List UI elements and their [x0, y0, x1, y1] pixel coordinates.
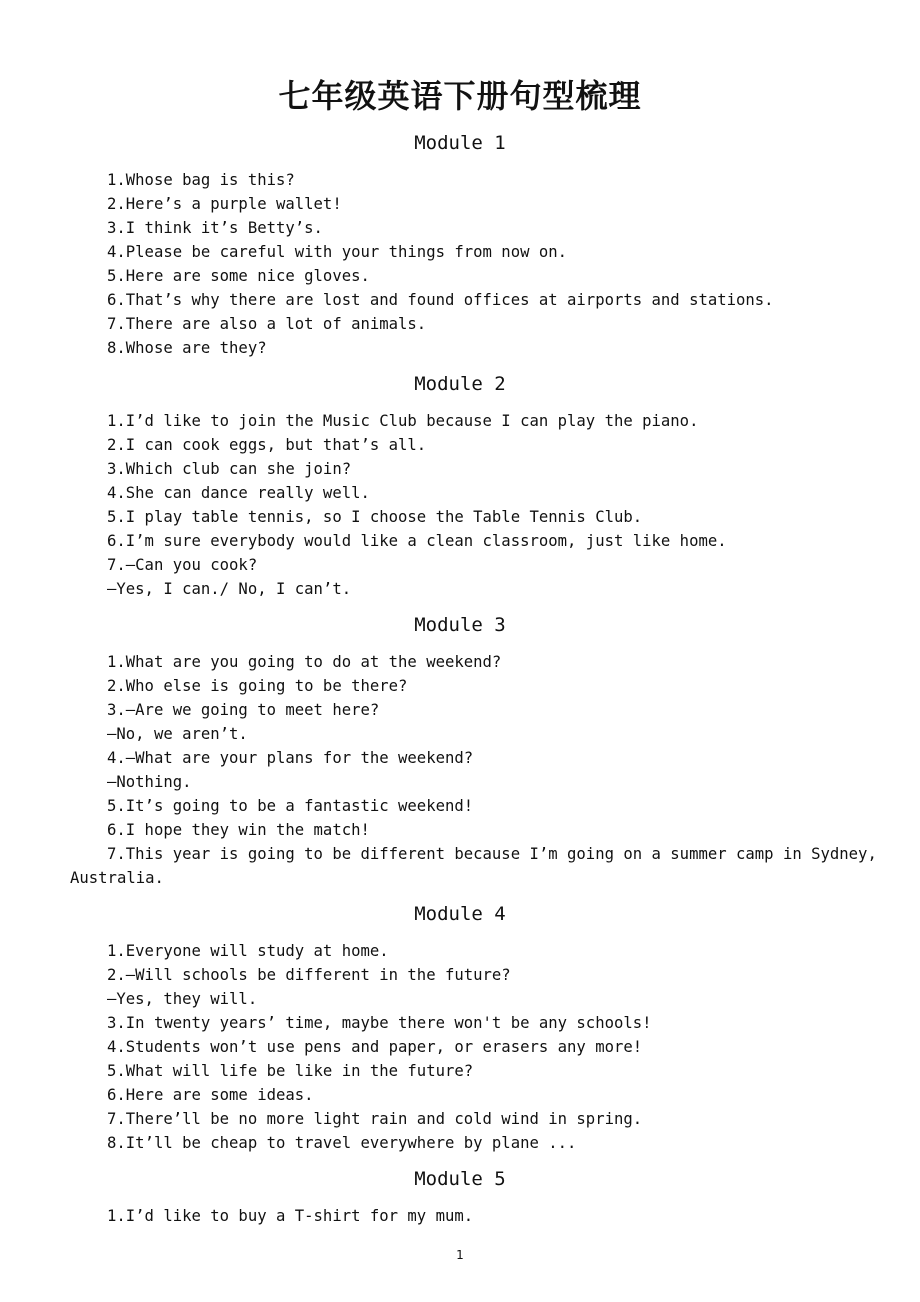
sentence-line: 5.It’s going to be a fantastic weekend!	[107, 797, 474, 815]
module-2-heading: Module 2	[414, 373, 506, 395]
sentence-line: 8.Whose are they?	[107, 339, 267, 357]
sentence-line: 1.What are you going to do at the weekend?	[107, 653, 502, 671]
sentence-line: 5.Here are some nice gloves.	[107, 267, 370, 285]
module-4-heading: Module 4	[414, 903, 506, 925]
sentence-line: 4.She can dance really well.	[107, 484, 370, 502]
sentence-line: 8.It’ll be cheap to travel everywhere by plane ...	[107, 1134, 577, 1152]
sentence-line: 1.I’d like to join the Music Club because I can play the piano.	[107, 412, 699, 430]
page-title: 七年级英语下册句型梳理	[278, 77, 642, 115]
sentence-line: 3.In twenty years’ time, maybe there won't be any schools!	[107, 1014, 652, 1032]
answer-line: —Nothing.	[107, 773, 192, 791]
sentence-line: 2.I can cook eggs, but that’s all.	[107, 436, 427, 454]
answer-line: —Yes, I can./ No, I can’t.	[107, 580, 352, 598]
sentence-line: 1.Whose bag is this?	[107, 171, 295, 189]
sentence-line: 1.Everyone will study at home.	[107, 942, 389, 960]
sentence-line: 4.Please be careful with your things from now on.	[107, 243, 568, 261]
sentence-line: 3.Which club can she join?	[107, 460, 352, 478]
sentence-line: 5.What will life be like in the future?	[107, 1062, 474, 1080]
sentence-line: 7.This year is going to be different because I’m going on a summer camp in Sydney,	[107, 845, 877, 863]
answer-line: —No, we aren’t.	[107, 725, 248, 743]
sentence-line: 2.Here’s a purple wallet!	[107, 195, 342, 213]
sentence-continuation: Australia.	[70, 869, 164, 887]
module-3-heading: Module 3	[414, 614, 506, 636]
sentence-line: 1.I’d like to buy a T-shirt for my mum.	[107, 1207, 474, 1225]
sentence-line: 7.There are also a lot of animals.	[107, 315, 427, 333]
answer-line: —Yes, they will.	[107, 990, 258, 1008]
sentence-line: 6.I hope they win the match!	[107, 821, 370, 839]
sentence-line: 7.There’ll be no more light rain and cold wind in spring.	[107, 1110, 643, 1128]
sentence-line: 5.I play table tennis, so I choose the Table Tennis Club.	[107, 508, 643, 526]
module-1-heading: Module 1	[414, 132, 506, 154]
sentence-line: 3.I think it’s Betty’s.	[107, 219, 323, 237]
page-number: 1	[456, 1248, 464, 1262]
sentence-line: 4.Students won’t use pens and paper, or erasers any more!	[107, 1038, 643, 1056]
sentence-line: 2.—Will schools be different in the future?	[107, 966, 511, 984]
sentence-line: 6.Here are some ideas.	[107, 1086, 314, 1104]
sentence-line: 7.—Can you cook?	[107, 556, 258, 574]
sentence-line: 3.—Are we going to meet here?	[107, 701, 380, 719]
module-5-heading: Module 5	[414, 1168, 506, 1190]
sentence-line: 4.—What are your plans for the weekend?	[107, 749, 474, 767]
sentence-line: 2.Who else is going to be there?	[107, 677, 408, 695]
sentence-line: 6.That’s why there are lost and found offices at airports and stations.	[107, 291, 774, 309]
sentence-line: 6.I’m sure everybody would like a clean classroom, just like home.	[107, 532, 727, 550]
